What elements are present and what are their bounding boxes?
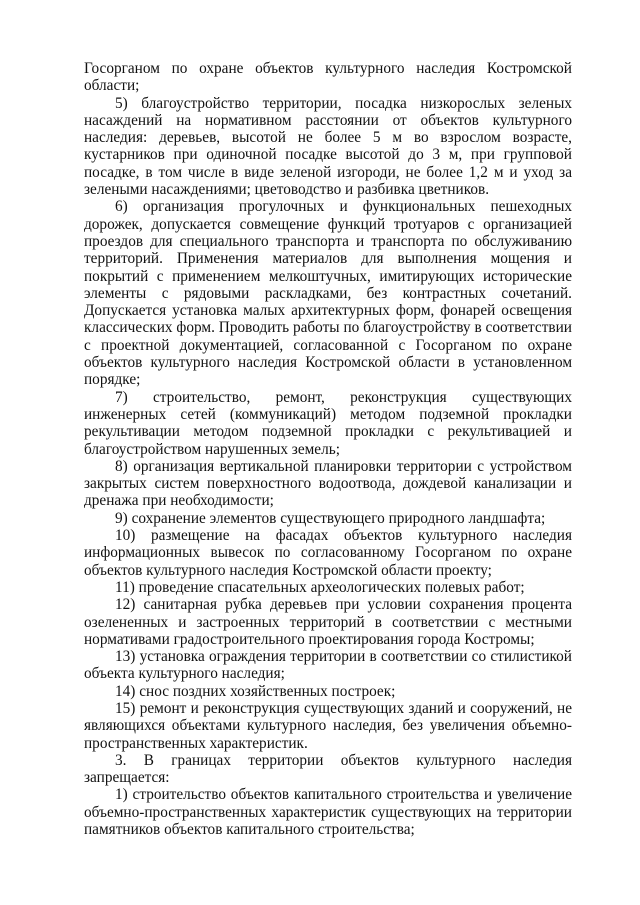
document-page bbox=[84, 60, 572, 838]
paragraph-prohibited-item-1: 1) строительство объектов капитального строительства и увеличение объемно-пространственных характеристик существующих на территории памятников объектов капитального строительства; bbox=[84, 786, 572, 839]
paragraph-item-10: 10) размещение на фасадах объектов культурного наследия информационных вывесок по согласованному Госорганом по охране объектов культурного наследия Костромской области проекту; bbox=[84, 527, 572, 579]
paragraph-continuation: Госорганом по охране объектов культурного наследия Костромской области; bbox=[84, 60, 572, 95]
paragraph-item-8: 8) организация вертикальной планировки территории с устройством закрытых систем поверхностного водоотвода, дождевой канализации и дренажа при необходимости; bbox=[84, 457, 572, 510]
paragraph-section-3: 3. В границах территории объектов культурного наследия запрещается: bbox=[84, 751, 572, 787]
paragraph-item-5: 5) благоустройство территории, посадка низкорослых зеленых насаждений на нормативном расстоянии от объектов культурного наследия: деревьев, высотой не более 5 м во взрослом возрасте, кустарников при одиночной посадке высотой до 3 м, при групповой посадке, в том числе в виде зеленой изгороди, не более 1,2 м и уход за зелеными насаждениями; цветоводство и разбивка цветников. bbox=[84, 94, 572, 199]
paragraph-item-11: 11) проведение спасательных археологических полевых работ; bbox=[115, 578, 525, 596]
paragraph-item-13: 13) установка ограждения территории в соответствии со стилистикой объекта культурного наследия; bbox=[84, 648, 572, 683]
paragraph-item-12: 12) санитарная рубка деревьев при условии сохранения процента озелененных и застроенных территорий в соответствии с местными нормативами градостроительного проектирования города Костромы; bbox=[84, 596, 572, 648]
paragraph-item-14: 14) снос поздних хозяйственных построек; bbox=[115, 682, 396, 700]
paragraph-item-9: 9) сохранение элементов существующего природного ландшафта; bbox=[115, 509, 546, 527]
paragraph-item-6: 6) организация прогулочных и функциональных пешеходных дорожек, допускается совмещение функций тротуаров с организацией проездов для специального транспорта и транспорта по обслуживанию территорий. Применения материалов для выполнения мощения и покрытий с применением мелкоштучных, имитирующих исторические элементы с рядовыми раскладками, без контрастных сочетаний. Допускается установка малых архитектурных форм, фонарей освещения классических форм. Проводить работы по благоустройству в соответствии с проектной документацией, согласованной с Госорганом по охране объектов культурного наследия Костромской области в установленном порядке; bbox=[84, 198, 572, 389]
paragraph-item-15: 15) ремонт и реконструкция существующих зданий и сооружений, не являющихся объектами культурного наследия, без увеличения объемно-пространственных характеристик. bbox=[84, 699, 572, 752]
paragraph-item-7: 7) строительство, ремонт, реконструкция существующих инженерных сетей (коммуникаций) методом подземной прокладки рекультивации методом подземной прокладки с рекультивацией и благоустройством нарушенных земель; bbox=[84, 388, 572, 458]
